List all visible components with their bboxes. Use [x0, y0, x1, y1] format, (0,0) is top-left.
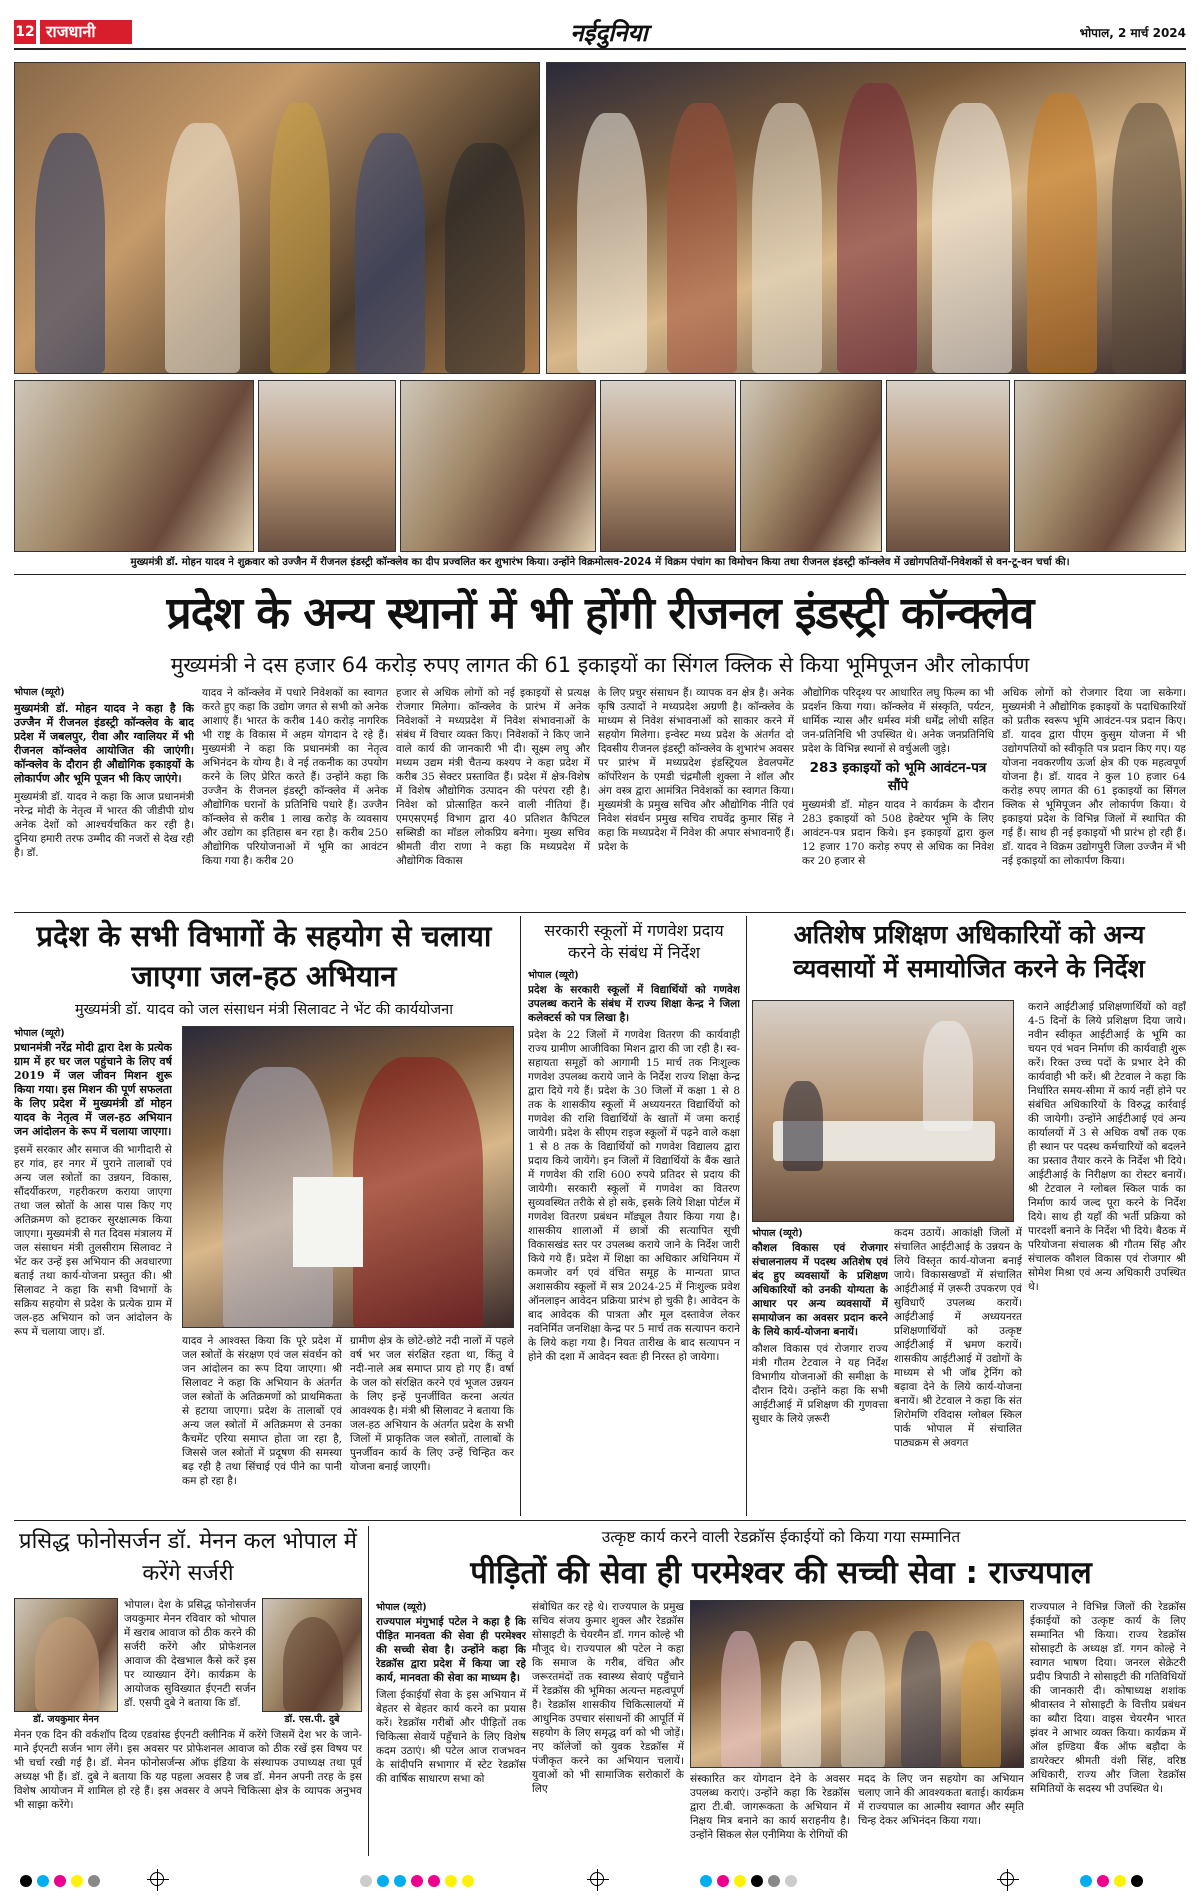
photo-governor-redcross	[690, 1600, 1024, 1768]
photo-lamp-lighting	[14, 62, 540, 374]
iti-col1-text: कौशल विकास एवं रोजगार राज्य मंत्री गौतम टेटवाल ने यह निर्देश विभागीय योजनाओं की समीक्षा के दौरान दिये। उन्होंने कहा कि सभी आईटीआई में प्रशिक्षण की गुणवत्ता सुधार के लिये ज़रूरी	[752, 1343, 888, 1425]
lead-col1-text: मुख्यमंत्री डॉ. यादव ने कहा कि आज प्रधानमंत्री नरेन्द्र मोदी के नेतृत्व में भारत की जीडीपी ग्रोथ अनेक देशों को आश्चर्यचकित कर रही है। दुनिया हमारी तरफ उम्मीद की नजरों से देख रही है। डॉ.	[14, 791, 194, 859]
menon-side-text: भोपाल। देश के प्रसिद्ध फोनोसर्जन जयकुमार मेनन रविवार को भोपाल में खराब आवाज को ठीक करने की सर्जरी करेंगे और प्रोफेशनल आवाज की देखभाल कैसे करें इस पर व्याख्यान देंगे। कार्यक्रम के आयोजक सुविख्यात ईएनटी सर्जन डॉ. एसपी दुबे ने बताया कि डॉ.	[124, 1599, 256, 1709]
lead-dateline: भोपाल (व्यूरो)	[14, 687, 65, 698]
photo-iti-review	[752, 1000, 1014, 1222]
lead-column-6: अधिक लोगों को रोजगार दिया जा सकेगा। मुख्यमंत्री ने औद्योगिक इकाइयों के पदाधिकारियों को प्रतीक स्वरूप भूमि आवंटन-पत्र प्रदान किए। डॉ. यादव द्वारा पीएम कुसुम योजना में भी उद्योगपतियों को स्वीकृति पत्र प्रदान किए गए। यह योजना नवकरणीय ऊर्जा क्षेत्र की एक महत्वपूर्ण योजना है। डॉ. यादव ने कुल 10 हजार 64 करोड़ रुपए लागत की 61 इकाइयों का सिंगल क्लिक से भूमिपूजन और लोकार्पण किया। ये इकाइयां प्रदेश के विभिन्न जिलों में स्थापित की गई हैं। साथ ही नई इकाइयों भी प्रारंभ हो रही हैं। डॉ. यादव ने विक्रम उद्योगपुरी जिला उज्जैन में भी नई इकाइयों का लोकार्पण किया।	[1002, 687, 1186, 867]
lead-intro: मुख्यमंत्री डॉ. मोहन यादव ने कहा है कि उज्जैन में रीजनल इंडस्ट्री कॉन्क्लेव के बाद प्रदेश में जबलपुर, रीवा और ग्वालियर में भी रीजनल कॉन्क्लेव आयोजित की जाएंगी। कॉन्क्लेव के दौरान ही औद्योगिक इकाइयों के लोकार्पण और भूमि पूजन भी किए जाएंगे।	[14, 702, 194, 785]
uniform-body: प्रदेश के 22 जिलों में गणवेश वितरण की कार्यवाही राज्य ग्रामीण आजीविका मिशन द्वारा की जा रही है। स्व-सहायता समूहों को आगामी 15 मार्च तक निःशुल्क गणवेश उपलब्ध कराये जाने के निर्देश राज्य शिक्षा केन्द्र द्वारा दिये गये हैं। प्रदेश के 30 जिलों में कक्षा 1 से 8 तक के शासकीय स्कूलों में अध्ययनरत विद्यार्थियों को गणवेश की राशि विद्यार्थियों के खातों में जमा कराई जायेगी। प्रदेश के सीएम राइज स्कूलों में पढ़ने वाले कक्षा 1 से 8 तक के विद्यार्थियों को गणवेश विद्यालय द्वारा प्रदाय किये जायेंगे। इन जिलों में विद्यार्थियों के बैंक खाते में गणवेश की राशि 600 रुपये प्रतिदर से प्रदाय की जायेगी। सरकारी स्कूलों में गणवेश का वितरण सुव्यवस्थित तरीके से हो सके, इसके लिये शिक्षा पोर्टल में गणवेश वितरण प्रबंधन मॉड्यूल तैयार किया गया है। शासकीय शालाओं में छात्रों की सत्यापित सूची विकासखंड स्तर पर उपलब्ध कराये जाने के निर्देश जारी किये गये हैं। प्रदेश में शिक्षा का अधिकार अधिनियम में कमजोर वर्ग एवं वंचित समूह के मान्यता प्राप्त अशासकीय स्कूलों में सत्र 2024-25 में निःशुल्क प्रवेश ऑनलाइन आवेदन प्रक्रिया प्रारंभ हो चुकी है। आवेदन के बाद आवेदक की पात्रता और मूल दस्तावेज लेकर नवनिर्मित जनशिक्षा केन्द्र पर 5 मार्च तक सत्यापन कराने के लिये कहा गया है। नियत तारीख के बाद सत्यापन न होने की दशा में आवेदन स्वतः ही निरस्त हो जायेगा।	[528, 1029, 740, 1363]
lead-bottom-rule	[14, 912, 1186, 913]
water-column-2: यादव ने आश्वस्त किया कि पूरे प्रदेश में जल स्त्रोतों के संरक्षण एवं जल संवर्धन को जन आंदोलन का रूप दिया जाएगा। श्री सिलावट ने कहा कि अभियान के अंतर्गत जल स्त्रोतों के अतिक्रमणों को प्राथमिकता से हटाया जाएगा। प्रदेश के तालाबों एवं अन्य जल स्त्रोतों में अतिक्रमण से उनका कैचमेंट एरिया समाप्त होता जा रहा है, जिससे जल स्त्रोतों में प्रदूषण की समस्या बढ़ रही है तथा सिंचाई एवं पीने का पानी कम हो रहा है।	[182, 1335, 342, 1487]
photo-dr-dubey	[262, 1598, 362, 1712]
page-number: 12	[14, 20, 36, 44]
photo-meeting-5	[740, 380, 882, 552]
photo-dr-menon	[14, 1598, 118, 1712]
water-subhead: मुख्यमंत्री डॉ. यादव को जल संसाधन मंत्री सिलावट ने भेंट की कार्ययोजना	[75, 1002, 453, 1018]
photo-meeting-6	[886, 380, 1010, 552]
section-name: राजधानी	[40, 20, 132, 44]
menon-body: मेनन एक दिन की वर्कशॉप दिव्य एडवांस्ड ईएनटी क्लीनिक में करेंगे जिसमें देश भर के जाने-माने ईएनटी सर्जन भाग लेंगे। इस अवसर पर प्रोफेशनल आवाज को ठीक रखें इस विषय पर भी चर्चा रखी गई है। डॉ. मेनन फोनोसर्जन्स ऑफ इंडिया के संस्थापक उपाध्यक्ष तथा पूर्व अध्यक्ष भी हैं। डॉ. दुबे ने बताया कि यह पहला अवसर है जब डॉ. मेनन अपनी तरह के इस विशेष आयोजन में शामिल हो रहे हैं। इस अवसर वे अपने चिकित्सा क्षेत्र के व्यापक अनुभव भी साझा करेंगे।	[14, 1729, 362, 1811]
photo-meeting-7	[1014, 380, 1186, 552]
water-column-1	[14, 1026, 172, 1514]
lead-column-3: हजार से अधिक लोगों को नई इकाइयों से प्रत्यक्ष रोजगार मिलेगा। कॉन्क्लेव के प्रारंभ में अनेक निवेशकों ने मध्यप्रदेश में निवेश संभावनाओं के संबंध में विचार व्यक्त किए। निवेशकों ने किए जाने वाले कार्य की जानकारी भी दी। सूक्ष्म लघु और मध्यम उद्यम मंत्री चैतन्य कश्यप ने कहा प्रदेश में करीब 35 सेक्टर प्रस्तावित हैं। प्रदेश में क्षेत्र-विशेष में विशेष औद्योगिक उत्पादन की परंपरा रही है। निवेश को प्रोत्साहित करने वाली नीतियां हैं। एमएसएमई विभाग द्वारा 40 प्रतिशत कैपिटल सब्सिडी का मॉडल लोकप्रिय बनेगा। मुख्य सचिव श्रीमती वीरा राणा ने कहा कि मध्यप्रदेश में औद्योगिक विकास	[396, 687, 590, 867]
photo-caption: मुख्यमंत्री डॉ. मोहन यादव ने शुक्रवार को उज्जैन में रीजनल इंडस्ट्री कॉन्क्लेव का दीप प्रज्वलित कर शुभारंभ किया। उन्होंने विक्रमोत्सव-2024 में विक्रम पंचांग का विमोचन किया तथा रीजनल इंडस्ट्री कॉन्क्लेव में उद्योगपतियों-निवेशकों से वन-टू-वन चर्चा की।	[130, 557, 1070, 568]
page-header	[14, 14, 1186, 52]
redcross-intro: राज्यपाल मंगुभाई पटेल ने कहा है कि पीड़ित मानवता की सेवा ही परमेश्वर की सच्ची सेवा है। उन्होंने कहा कि रेडक्रॉस द्वारा प्रदेश में किया जा रहे कार्य, मानवता की सेवा का माध्यम है।	[376, 1616, 526, 1684]
lead-col5-text: औद्योगिक परिदृश्य पर आधारित लघु फिल्म का भी प्रदर्शन किया गया। कॉन्क्लेव में संस्कृति, पर्यटन, धार्मिक न्यास और धर्मस्व मंत्री धर्मेंद्र लोधी सहित जन-प्रतिनिधि भी उपस्थित थे। अनेक जनप्रतिनिधि प्रदेश के विभिन्न स्थानों से वर्चुअली जुड़े।	[802, 687, 994, 755]
lead-column-5	[802, 686, 994, 908]
water-column-3: ग्रामीण क्षेत्र के छोटे-छोटे नदी नालों में पहले वर्ष भर जल संरक्षित रहता था, किंतु वे नदी-नाले अब समाप्त प्राय हो गए हैं। वर्षा के जल को संरक्षित करने एवं भूजल उन्नयन के लिए इन्हें पुनर्जीवित करना अत्यंत आवश्यक है। मंत्री श्री सिलावट ने बताया कि जल-हठ अभियान के अंतर्गत प्रदेश के सभी जिलों में प्राकृतिक जल स्त्रोतों, तालाबों के पुनर्जीवन कार्य के लिए उन्हें चिन्हित कर योजना बनाई जाएगी।	[350, 1335, 514, 1473]
caption-dr-dubey: डॉ. एस.पी. दुबे	[284, 1714, 340, 1725]
lead-column-4: के लिए प्रचुर संसाधन हैं। व्यापक वन क्षेत्र है। अनेक कृषि उत्पादों ने मध्यप्रदेश अग्रणी है। कॉन्क्लेव के माध्यम से निवेश संभावनाओं को साकार करने में सहयोग मिलेगा। इन्वेस्ट मध्य प्रदेश के अंतर्गत दो दिवसीय रीजनल इंडस्ट्री कॉन्क्लेव के शुभारंभ अवसर पर प्रारंभ में मध्यप्रदेश इंडस्ट्रियल डेवलपमेंट कॉर्पोरेशन के एमडी चंद्रमौली शुक्ला ने शॉल और अंग वस्त्र द्वारा आमंत्रित निवेशकों का स्वागत किया। मुख्यमंत्री के प्रमुख सचिव और औद्योगिक नीति एवं निवेश संवर्धन प्रमुख सचिव राघवेंद्र कुमार सिंह ने कहा कि मध्यप्रदेश में निवेश की अपार संभावनाएँ हैं। प्रदेश के	[598, 687, 794, 853]
lead-column-1	[14, 686, 194, 906]
uniform-intro: प्रदेश के सरकारी स्कूलों में विद्यार्थियों को गणवेश उपलब्ध कराने के संबंध में राज्य शिक्षा केन्द्र ने जिला कलेक्टर्स को पत्र लिखा है।	[528, 984, 740, 1024]
registration-mark-right	[1000, 1872, 1014, 1886]
iti-dateline: भोपाल (व्यूरो)	[752, 1228, 803, 1239]
lead-col5b-text: मुख्यमंत्री डॉ. मोहन यादव ने कार्यक्रम के दौरान 283 इकाइयों को 508 हेक्टेयर भूमि के लिए आवंटन-पत्र प्रदान किये। इन इकाइयों द्वारा कुल 12 हजार 170 करोड़ रुपए से अधिक का निवेश कर 20 हजार से	[802, 799, 994, 867]
masthead-logo: नईदुनिया	[570, 19, 648, 47]
divider-water-uniform	[520, 916, 521, 1516]
iti-headline: अतिशेष प्रशिक्षण अधिकारियों को अन्य व्यवसायों में समायोजित करने के निर्देश	[793, 920, 1145, 983]
lead-col5-heading: 283 इकाइयों को भूमि आवंटन-पत्र सौंपे	[809, 760, 987, 794]
divider-uniform-iti	[746, 916, 747, 1516]
water-headline: प्रदेश के सभी विभागों के सहयोग से चलाया जाएगा जल-हठ अभियान	[36, 919, 492, 993]
lead-subhead: मुख्यमंत्री ने दस हजार 64 करोड़ रुपए लागत की 61 इकाइयों का सिंगल क्लिक से किया भूमिपूजन और लोकार्पण	[170, 653, 1030, 677]
header-rule	[14, 48, 1186, 50]
redcross-column-1	[376, 1600, 526, 1856]
redcross-kicker: उत्कृष्ट कार्य करने वाली रेडक्रॉस ईकाईयों को किया गया सम्मानित	[601, 1528, 961, 1546]
water-col1-text: इसमें सरकार और समाज की भागीदारी से हर गांव, हर नगर में पुराने तालाबों एवं अन्य जल स्त्रोतों का उन्नयन, विकास, सौंदर्यीकरण, गहरीकरण कराया जाएगा तथा जल स्रोतों के आस पास किए गए अतिक्रमण को हटाकर सुरक्षात्मक किया जाएगा। मुख्यमंत्री से गत दिवस मंत्रालय में जल संसाधन मंत्री तुलसीराम सिलावट ने भेंट कर उन्हें इस अभियान की अवधारणा बताई तथा कार्य-योजना प्रस्तुत की। श्री सिलावट ने कहा कि सभी विभागों के सक्रिय सहयोग से प्रदेश के प्रत्येक ग्राम में जल-हठ अभियान को जन आंदोलन के रूप में चलाया जाए। डॉ.	[14, 1144, 172, 1338]
iti-column-2: कदम उठायें। आकांक्षी जिलों में संचालित आईटीआई के उन्नयन के लिये विस्तृत कार्य-योजना बनाई जाये। विकासखण्डों में संचालित आईटीआई में ज़रूरी उपकरण एवं सुविधाएँ उपलब्ध करायें। आईटीआई में अध्ययनरत प्रशिक्षणार्थियों को उत्कृष्ट आईटीआई में भ्रमण करायें। शासकीय आईटीआई में उद्योगों के माध्यम से भी जॉब ट्रेनिंग को बढ़ावा देने के लिये कार्य-योजना बनायें। श्री टेटवाल ने कहा कि संत शिरोमणि रविदास ग्लोबल स्किल पार्क भोपाल में संचालित पाठ्यक्रम से अवगत	[894, 1227, 1022, 1449]
redcross-column-2: संबोधित कर रहे थे। राज्यपाल के प्रमुख सचिव संजय कुमार शुक्ल और रेडक्रॉस सोसाइटी के चेयरमैन डॉ. गगन कोल्हे भी मौजूद थे। राज्यपाल श्री पटेल ने कहा कि समाज के गरीब, वंचित और जरूरतमंदों तक स्वास्थ्य सेवाएं पहुँचाने में रेडक्रॉस की भूमिका अत्यन्त महत्वपूर्ण है। रेडक्रॉस शासकीय चिकित्सालयों में आधुनिक उपचार संसाधनों की आपूर्ति में सहयोग के लिए समृद्ध वर्ग को भी जोड़ें। नए कॉलेजों को युवक रेडक्रॉस में पंजीकृत करने का अभियान चलायें। युवाओं को भी सामाजिक सरोकारों के लिए	[532, 1601, 684, 1795]
middle-bottom-rule	[14, 1520, 1186, 1521]
iti-column-3: कराने आईटीआई प्रशिक्षणार्थियों को वहाँ 4-5 दिनों के लिये प्रशिक्षण दिया जाये। नवीन स्वीकृत आईटीआई के भूमि का चयन एवं भवन निर्माण की कार्यवाही शुरू करें। रिक्त उच्च पदों के प्रभार देने की कार्यवाही भी करें। श्री टेटवाल ने कहा कि निर्धारित समय-सीमा में कार्य नहीं होने पर संबंधित अधिकारियों के विरुद्ध कार्रवाई की जायेगी। उन्होंने आईटीआई एवं अन्य कार्यालयों में 3 से अधिक वर्षों तक एक ही स्थान पर पदस्थ कर्मचारियों को बदलने का प्रस्ताव तैयार करने के निर्देश भी दिये। आईटीआई के निरीक्षण का रोस्टर बनायें। श्री टेटवाल ने ग्लोबल स्किल पार्क का निर्माण कार्य जल्द पूरा करने के निर्देश दिये। साथ ही यहाँ की भर्ती प्रक्रिया को पारदर्शी बनाने के निर्देश भी दिये। बैठक में परियोजना संचालक श्री गौतम सिंह और संचालक कौशल विकास एवं रोजगार श्री सोमेश मिश्रा एवं अन्य अधिकारी उपस्थित थे।	[1028, 1001, 1186, 1293]
caption-dr-menon: डॉ. जयकुमार मेनन	[33, 1714, 99, 1725]
photo-panchang-release	[546, 62, 1186, 374]
photo-meeting-1	[14, 380, 254, 552]
photo-water-plan	[182, 1026, 514, 1328]
water-intro: प्रधानमंत्री नरेंद्र मोदी द्वारा देश के प्रत्येक ग्राम में हर घर जल पहुंचाने के लिए वर्ष 2019 में जल जीवन मिशन शुरू किया गया। इस मिशन की पूर्ण सफलता के लिए प्रदेश में मुख्यमंत्री डॉ मोहन यादव के नेतृत्व में जल-हठ अभियान जन आंदोलन के रूप में चलाया जाएगा।	[14, 1041, 172, 1138]
photo-meeting-2	[258, 380, 396, 552]
photo-meeting-3	[400, 380, 596, 552]
uniform-dateline: भोपाल (व्यूरो)	[528, 970, 579, 981]
caption-rule	[14, 574, 1186, 575]
header-date: भोपाल, 2 मार्च 2024	[1079, 26, 1186, 40]
iti-column-1	[752, 1226, 888, 1516]
lead-headline: प्रदेश के अन्य स्थानों में भी होंगी रीजनल इंडस्ट्री कॉन्क्लेव	[166, 588, 1034, 639]
uniform-column	[528, 968, 740, 1516]
registration-mark-left	[150, 1872, 164, 1886]
redcross-dateline: भोपाल (व्यूरो)	[376, 1602, 427, 1613]
redcross-column-3: संस्कारित कर योगदान देने के अवसर उपलब्ध कराएं। उन्होंने कहा कि रेडक्रॉस द्वारा टी.बी. जागरूकता के अभियान में निक्षय मित्र बनाने का कार्य सराहनीय है। उन्होंने सिकल सेल एनीमिया के रोगियों की	[690, 1773, 850, 1841]
iti-intro: कौशल विकास एवं रोजगार संचालनालय में पदस्थ अतिशेष एवं बंद हुए व्यवसायों के प्रशिक्षण अधिकारियों को उनकी योग्यता के आधार पर अन्य व्यवसायों में समायोजन का अवसर प्रदान करने के लिये कार्य-योजना बनायें।	[752, 1242, 888, 1338]
redcross-col1-text: जिला ईकाईयाँ सेवा के इस अभियान में बेहतर से बेहतर कार्य करने का प्रयास करें। रेडक्रॉस गरीबों और पीड़ितों तक चिकित्सा सेवायें पहुँचाने के लिए विशेष कदम उठाएं। श्री पटेल आज राजभवन के सांदीपनि सभागार में स्टेट रेडक्रॉस की वार्षिक साधारण सभा को	[376, 1689, 526, 1785]
redcross-headline: पीड़ितों की सेवा ही परमेश्वर की सच्ची सेवा : राज्यपाल	[470, 1555, 1092, 1591]
registration-mark-center	[590, 1872, 604, 1886]
redcross-column-5: राज्यपाल ने विभिन्न जिलों की रेडक्रॉस ईकाईयों को उत्कृष्ट कार्य के लिए सम्मानित भी किया। राज्य रेडक्रॉस सोसाइटी के अध्यक्ष डॉ. गगन कोल्हे ने स्वागत भाषण दिया। जनरल सेक्रेटरी प्रदीप त्रिपाठी ने सोसाइटी की गतिविधियों की जानकारी दी। कोषाध्यक्ष शशांक श्रीवास्तव ने सोसाइटी के वित्तीय प्रबंधन का ब्यौरा दिया। वाइस चेयरमैन भारत झंवर ने आभार व्यक्त किया। कार्यक्रम में ऑल इण्डिया बैंक ऑफ बड़ौदा के डायरेक्टर श्रीमती वंशी सिंह, वरिष्ठ अधिकारी, राज्य और जिला रेडक्रॉस समितियों के सदस्य भी उपस्थित थे।	[1030, 1601, 1186, 1795]
water-dateline: भोपाल (व्यूरो)	[14, 1028, 65, 1039]
photo-meeting-4	[600, 380, 736, 552]
lead-column-2: यादव ने कॉन्क्लेव में पधारे निवेशकों का स्वागत करते हुए कहा कि उद्योग जगत से सभी को अनेक आशाएं हैं। भारत के करीब 140 करोड़ नागरिक भी राष्ट्र के विकास में अहम योगदान दे रहे हैं। मुख्यमंत्री ने कहा कि प्रधानमंत्री का नेतृत्व अभिनंदन के योग्य है। वे नई तकनीक का उपयोग करने के लिए प्रेरित करते हैं। उन्होंने कहा कि उज्जैन के रीजनल इंडस्ट्री कॉन्क्लेव में अनेक औद्योगिक घरानों के प्रतिनिधि पधारे हैं। उज्जैन कॉन्क्लेव से करीब 1 लाख करोड़ के व्यवसाय और उद्योग का इतिहास बन रहा है। करीब 250 औद्योगिक परियोजनाओं में भूमि का आवंटन किया गया है। करीब 20	[202, 687, 388, 867]
footer-color-bar	[0, 1866, 1200, 1892]
divider-menon-redcross	[368, 1526, 369, 1856]
menon-headline: प्रसिद्ध फोनोसर्जन डॉ. मेनन कल भोपाल में करेंगे सर्जरी	[19, 1529, 357, 1586]
uniform-headline: सरकारी स्कूलों में गणवेश प्रदाय करने के संबंध में निर्देश	[544, 921, 724, 962]
redcross-column-4: मदद के लिए जन सहयोग का अभियान चलाए जाने की आवश्यकता बताई। कार्यक्रम में राज्यपाल का आत्मीय स्वागत और स्मृति चिन्ह देकर अभिनंदन किया गया।	[858, 1773, 1024, 1827]
